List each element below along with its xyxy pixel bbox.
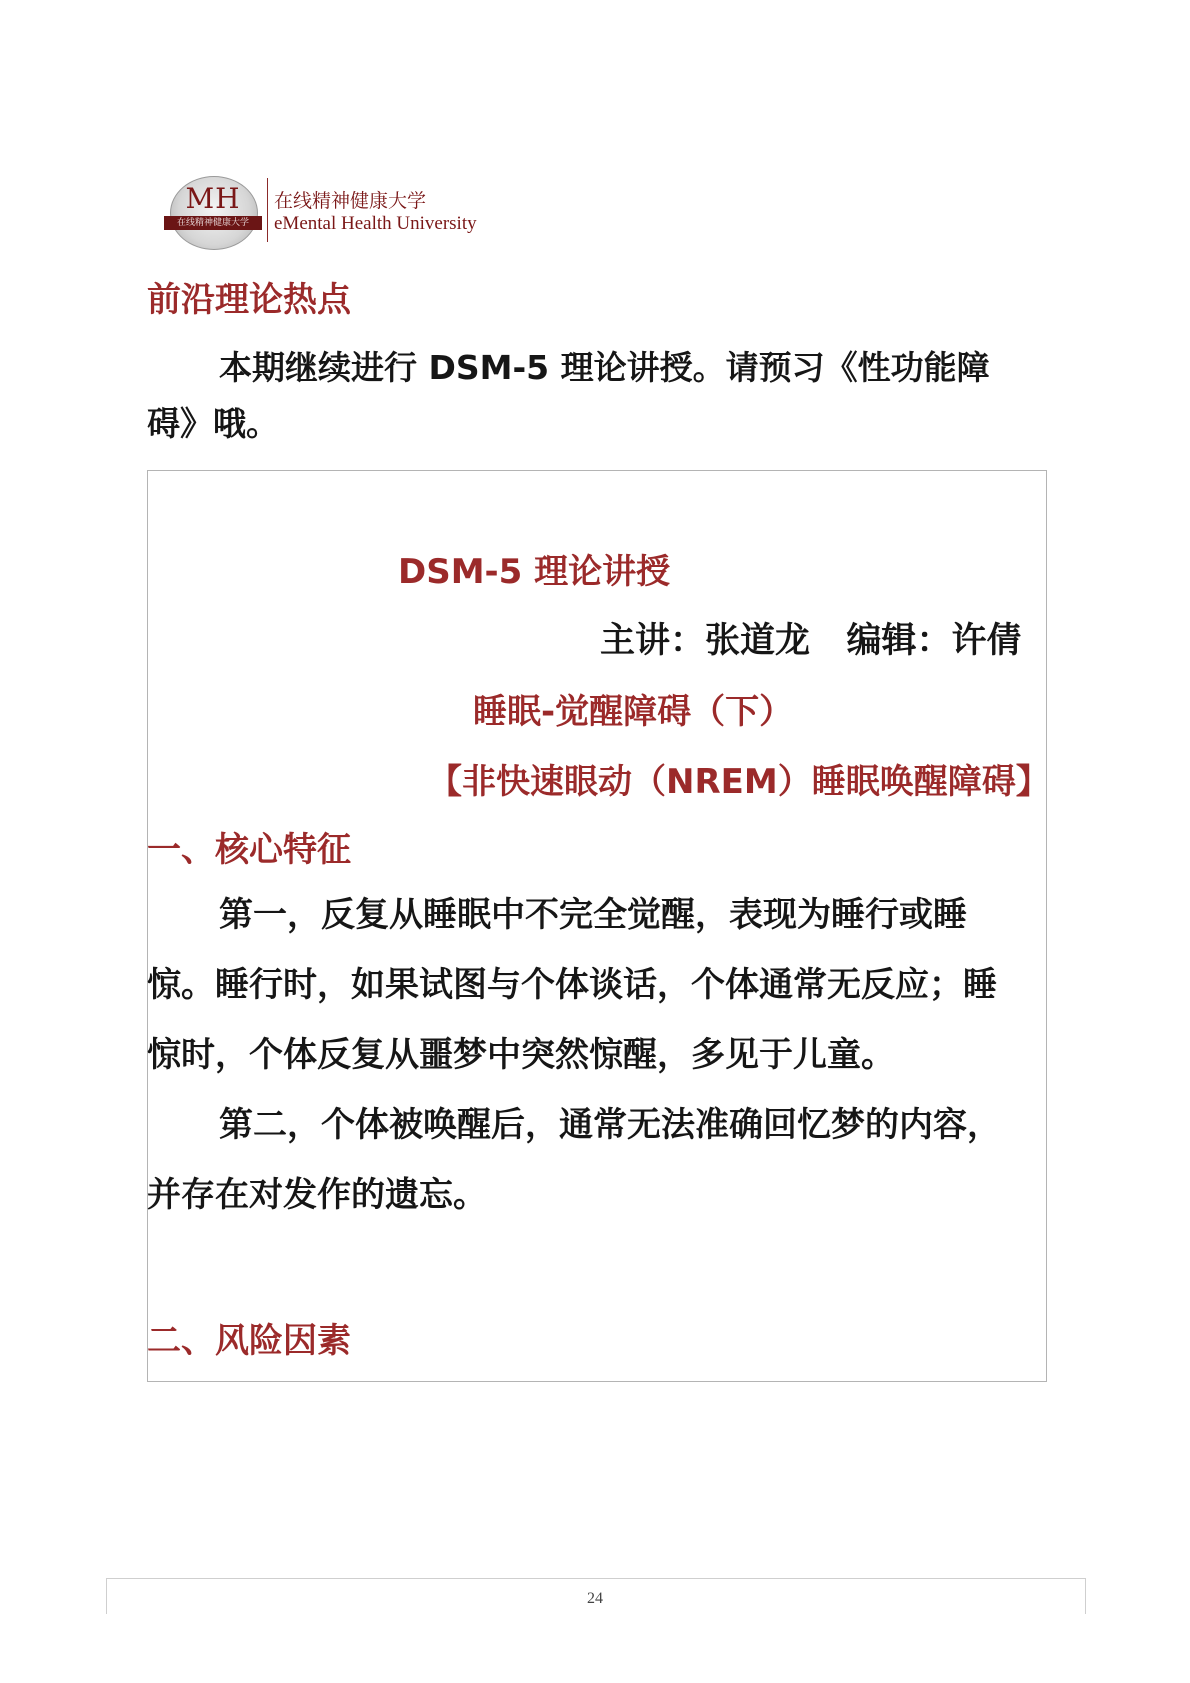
core-features-paragraph-1: 第一，反复从睡眠中不完全觉醒，表现为睡行或睡惊。睡行时，如果试图与个体谈话，个体通常无反应；睡惊时，个体反复从噩梦中突然惊醒，多见于儿童。 — [147, 895, 997, 1075]
org-name-en: eMental Health University — [274, 213, 477, 234]
article-title: DSM-5 理论讲授 — [398, 552, 671, 592]
logo-mark: MH — [185, 182, 241, 215]
article-subtitle: 睡眠-觉醒障碍（下） — [473, 692, 794, 732]
author-line: 主讲：张道龙 编辑：许倩 — [600, 621, 1022, 661]
article-topic: 【非快速眼动（NREM）睡眠唤醒障碍】 — [428, 762, 1050, 802]
page-number: 24 — [587, 1590, 603, 1607]
intro-section-title: 前沿理论热点 — [147, 280, 351, 320]
footer-divider — [106, 1578, 1086, 1579]
intro-paragraph: 本期继续进行 DSM-5 理论讲授。请预习《性功能障碍》哦。 — [147, 348, 990, 443]
core-features-paragraph-2: 第二，个体被唤醒后，通常无法准确回忆梦的内容，并存在对发作的遗忘。 — [147, 1105, 1001, 1215]
university-logo — [170, 172, 500, 252]
section-heading-core-features: 一、核心特征 — [147, 830, 351, 870]
section-heading-risk-factors: 二、风险因素 — [147, 1321, 351, 1361]
logo-ribbon: 在线精神健康大学 — [164, 216, 262, 230]
logo-divider — [267, 178, 268, 242]
org-name-cn: 在线精神健康大学 — [274, 190, 427, 212]
